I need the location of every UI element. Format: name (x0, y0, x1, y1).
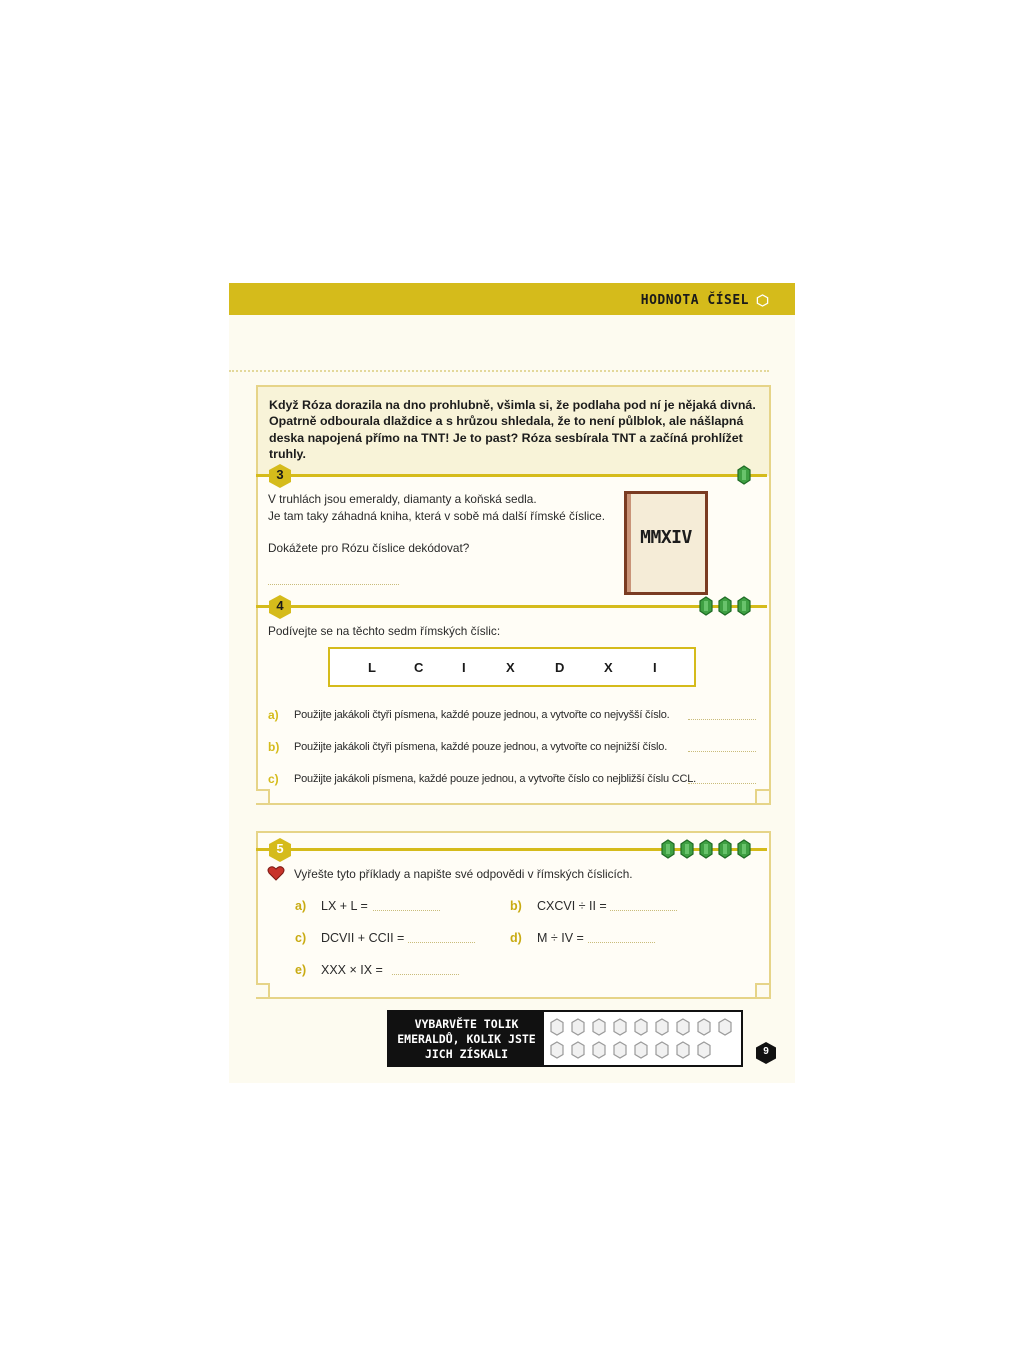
book-illustration (624, 491, 708, 595)
task4-question-a-label: a) (268, 708, 279, 722)
task5-intro: Vyřešte tyto příklady a napište své odpovědi v římských číslicích. (294, 867, 633, 881)
roman-letters-box (328, 647, 696, 687)
emerald-icon (679, 839, 695, 859)
task5-number: 5 (276, 841, 284, 856)
book-numeral: MMXIV (640, 527, 692, 548)
task3-number: 3 (276, 467, 284, 482)
roman-letter: L (368, 660, 376, 675)
empty-emerald-icon[interactable] (654, 1018, 670, 1036)
emerald-icon (717, 596, 733, 616)
heart-icon (267, 865, 285, 881)
task4-question-c-label: c) (268, 772, 279, 786)
empty-emerald-icon[interactable] (570, 1041, 586, 1059)
task5-c-answer[interactable] (408, 942, 475, 943)
emerald-icon (698, 839, 714, 859)
corner-notch (256, 983, 270, 997)
roman-letter: I (653, 660, 657, 675)
task5-d-expr: M ÷ IV = (537, 931, 584, 945)
emerald-icon (717, 839, 733, 859)
roman-letter: D (555, 660, 565, 675)
tracker-line3: JICH ZÍSKALI (424, 1047, 509, 1061)
task5-e-answer[interactable] (392, 974, 459, 975)
empty-emerald-icon[interactable] (549, 1041, 565, 1059)
hexagon-icon (756, 294, 769, 307)
empty-emerald-icon[interactable] (675, 1018, 691, 1036)
empty-emerald-icon[interactable] (633, 1041, 649, 1059)
emerald-icon (736, 596, 752, 616)
tracker-line1: VYBARVĚTE TOLIK (414, 1017, 519, 1031)
header-title: HODNOTA ČÍSEL (640, 293, 749, 308)
empty-emerald-icon[interactable] (591, 1018, 607, 1036)
task5-d-answer[interactable] (588, 942, 655, 943)
task4-answer-c[interactable] (688, 783, 756, 784)
empty-emerald-icon[interactable] (570, 1018, 586, 1036)
task5-a-label: a) (295, 899, 307, 913)
page-number: 9 (763, 1046, 769, 1057)
task5-b-expr: CXCVI ÷ II = (537, 899, 607, 913)
header-bar (229, 283, 795, 315)
roman-letter: C (414, 660, 424, 675)
task3-line2: Je tam taky záhadná kniha, která v sobě má další římské číslice. (268, 509, 606, 523)
task5-e-label: e) (295, 963, 307, 977)
roman-letter: I (462, 660, 466, 675)
emerald-icon (698, 596, 714, 616)
empty-emerald-icon[interactable] (696, 1041, 712, 1059)
task5-d-label: d) (510, 931, 522, 945)
task5-a-expr: LX + L = (321, 899, 368, 913)
roman-letter: X (506, 660, 515, 675)
task4-answer-b[interactable] (688, 751, 756, 752)
empty-emerald-icon[interactable] (654, 1041, 670, 1059)
empty-emerald-icon[interactable] (633, 1018, 649, 1036)
emerald-icon (736, 839, 752, 859)
task3-line1: V truhlách jsou emeraldy, diamanty a koňská sedla. (268, 492, 537, 506)
tracker-label-panel (389, 1012, 544, 1065)
task4-answer-a[interactable] (688, 719, 756, 720)
intro-text: Když Róza dorazila na dno prohlubně, všimla si, že podlaha pod ní je nějaká divná. Opatrně odbourala dlaždice a s hrůzou shledala, že to není půlblok, ale nášlapná deska napojená přímo na TNT! Je to past? Róza sesbírala TNT a začíná prohlížet truhly. (269, 398, 756, 462)
corner-notch (256, 789, 270, 803)
tracker-line2: EMERALDŮ, KOLIK JSTE (397, 1032, 536, 1046)
intro-box (256, 385, 771, 478)
task3-question: Dokážete pro Rózu číslice dekódovat? (268, 541, 470, 555)
emerald-icon (736, 465, 752, 485)
task4-intro: Podívejte se na těchto sedm římských číslic: (268, 624, 501, 638)
task4-question-a: Použijte jakákoli čtyři písmena, každé pouze jednou, a vytvořte co nejvyšší číslo. (294, 709, 670, 721)
task5-b-label: b) (510, 899, 522, 913)
task3-answer-line[interactable] (268, 584, 399, 585)
task5-c-expr: DCVII + CCII = (321, 931, 405, 945)
task5-c-label: c) (295, 931, 307, 945)
empty-emerald-icon[interactable] (675, 1041, 691, 1059)
emerald-tracker (387, 1010, 743, 1067)
empty-emerald-icon[interactable] (612, 1041, 628, 1059)
dotted-separator (229, 370, 769, 372)
workbook-page (229, 283, 795, 1083)
task5-a-answer[interactable] (373, 910, 440, 911)
empty-emerald-icon[interactable] (717, 1018, 733, 1036)
task4-divider (256, 605, 767, 608)
empty-emerald-icon[interactable] (696, 1018, 712, 1036)
task4-question-b-label: b) (268, 740, 280, 754)
task4-question-b: Použijte jakákoli čtyři písmena, každé pouze jednou, a vytvořte co nejnižší číslo. (294, 741, 668, 753)
task4-number: 4 (276, 598, 284, 613)
corner-notch (755, 983, 769, 997)
empty-emerald-icon[interactable] (612, 1018, 628, 1036)
emerald-icon (660, 839, 676, 859)
task5-e-expr: XXX × IX = (321, 963, 383, 977)
empty-emerald-icon[interactable] (549, 1018, 565, 1036)
corner-notch (755, 789, 769, 803)
task4-question-c: Použijte jakákoli písmena, každé pouze jednou, a vytvořte číslo co nejbližší číslu CCL. (294, 773, 697, 785)
task3-divider (256, 474, 767, 477)
task5-b-answer[interactable] (610, 910, 677, 911)
roman-letter: X (604, 660, 613, 675)
empty-emerald-icon[interactable] (591, 1041, 607, 1059)
